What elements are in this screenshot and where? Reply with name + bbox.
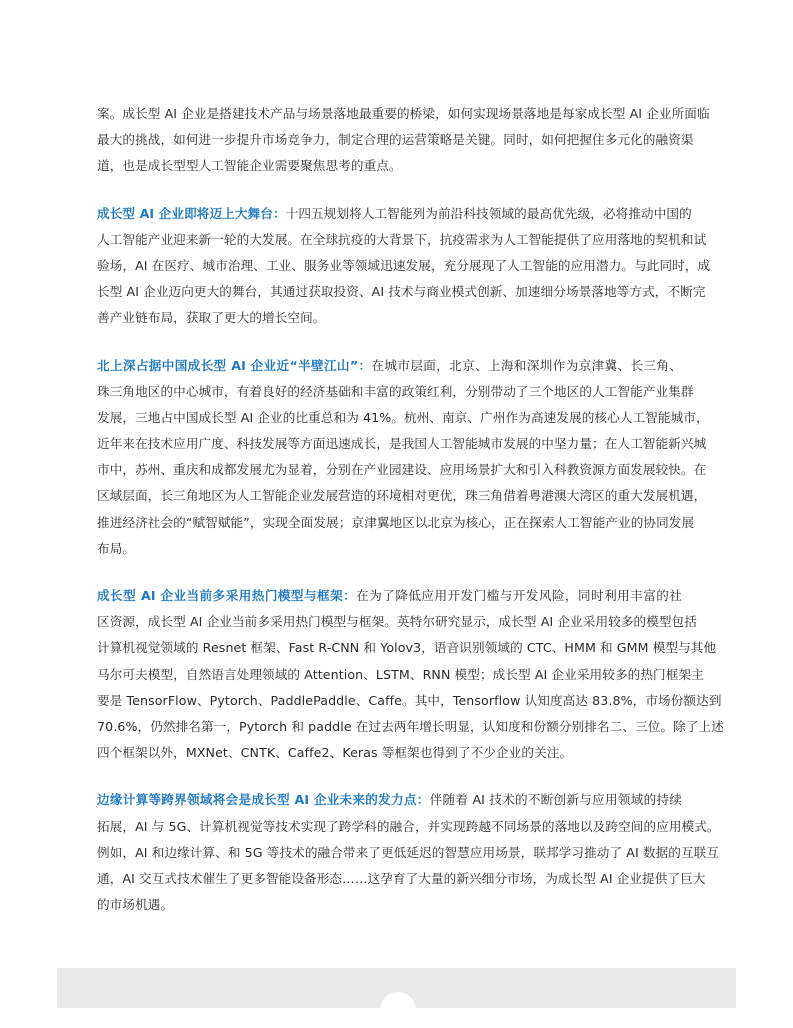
text-line: [97, 379, 694, 405]
body-text: 市中，苏州、重庆和成都发展尤为显着，分别在产业园建设、应用场景扩大和引入科教资源方面发展较快。在: [97, 462, 707, 478]
text-line: [97, 892, 682, 918]
text-line: [97, 583, 682, 609]
text-line: [97, 101, 710, 127]
text-line: [97, 127, 694, 153]
body-text: 善产业链布局，获取了更大的增长空间。: [97, 310, 326, 326]
body-text: 推进经济社会的“赋智赋能”，实现全面发展；京津翼地区以北京为核心，正在探索人工智能产业的协同发展: [97, 514, 695, 530]
text-line: [97, 153, 682, 179]
body-text: 要是 TensorFlow、Pytorch、PaddlePaddle、Caffe。其中，Tensorflow 认知度高达 83.8%，市场份额达到: [97, 692, 722, 708]
text-line: [97, 536, 682, 562]
body-text: 人工智能产业迎来新一轮的大发展。在全球抗疫的大背景下，抗疫需求为人工智能提供了应用落地的契机和试: [97, 231, 707, 247]
paragraph: [97, 201, 711, 332]
body-text: 珠三角地区的中心城市，有着良好的经济基础和丰富的政策红利，分别带动了三个地区的人工智能产业集群: [97, 383, 694, 399]
text-line: [97, 787, 682, 813]
paragraph-heading: 成长型 AI 企业当前多采用热门模型与框架：: [97, 588, 357, 603]
paragraph: [97, 353, 709, 563]
paragraph: [97, 583, 724, 766]
body-text: 通，AI 交互式技术催生了更多智能设备形态……这孕育了大量的新兴细分市场，为成长型 AI 企业提供了巨大: [97, 870, 706, 886]
body-text: 道，也是成长型型人工智能企业需要聚焦思考的重点。: [97, 158, 402, 174]
document-body: [97, 101, 724, 939]
body-text: 拓展，AI 与 5G、计算机视觉等技术实现了跨学科的融合，并实现跨越不同场景的落地以及跨空间的应用模式。: [97, 818, 720, 834]
text-line: [97, 279, 706, 305]
text-line: [97, 305, 682, 331]
body-text: 最大的挑战，如何进一步提升市场竞争力，制定合理的运营策略是关键。同时，如何把握住多元化的融资渠: [97, 132, 694, 148]
text-line: [97, 457, 707, 483]
circle-decoration: [380, 992, 416, 1028]
body-text: 马尔可夫模型，自然语言处理领域的 Attention、LSTM、RNN 模型；成长型 AI 企业采用较多的热门框架主: [97, 666, 704, 682]
body-text: 发展，三地占中国成长型 AI 企业的比重总和为 41%。杭州、南京、广州作为高速发展的核心人工智能城市，: [97, 409, 709, 425]
text-line: [97, 609, 697, 635]
text-line: [97, 483, 707, 509]
text-line: [97, 635, 717, 661]
paragraph-heading: 北上深占据中国成长型 AI 企业近“半壁江山”：: [97, 357, 372, 373]
text-line: [97, 814, 720, 840]
text-line: [97, 353, 682, 379]
body-text: 例如，AI 和边缘计算、和 5G 等技术的融合带来了更低延迟的智慧应用场景，联邦学习推动了 AI 数据的互联互: [97, 844, 720, 860]
text-line: [97, 201, 692, 227]
body-text: 70.6%，仍然排名第一，Pytorch 和 paddle 在过去两年增长明显，认知度和份额分别排名二、三位。除了上述: [97, 718, 724, 734]
body-text: 计算机视觉领域的 Resnet 框架、Fast R-CNN 和 Yolov3，语音识别领域的 CTC、HMM 和 GMM 模型与其他: [97, 640, 717, 656]
body-text: 区域层面，长三角地区为人工智能企业发展营造的环境相对更优，珠三角借着粤港澳大湾区的重大发展机遇，: [97, 488, 707, 504]
paragraph: [97, 101, 710, 180]
body-text: 布局。: [97, 540, 136, 556]
text-line: [97, 431, 707, 457]
paragraph-heading: 边缘计算等跨界领域将会是成长型 AI 企业未来的发力点：: [97, 792, 430, 808]
body-text: 四个框架以外，MXNet、CNTK、Caffe2、Keras 等框架也得到了不少企业的关注。: [97, 745, 573, 761]
text-line: [97, 405, 709, 431]
text-line: [97, 866, 706, 892]
text-line: [97, 510, 695, 536]
body-text: 伴随着 AI 技术的不断创新与应用领域的持续: [429, 792, 682, 808]
body-text: 长型 AI 企业迈向更大的舞台，其通过获取投资、AI 技术与商业模式创新、加速细分场景落地等方式，不断完: [97, 284, 706, 300]
body-text: 十四五规划将人工智能列为前沿科技领域的最高优先级，必将推动中国的: [285, 205, 692, 221]
body-text: 案。成长型 AI 企业是搭建技术产品与场景落地最重要的桥梁，如何实现场景落地是每家成长型 AI 企业所面临: [97, 106, 710, 121]
body-text: 在为了降低应用开发门槛与开发风险，同时利用丰富的社: [356, 588, 683, 603]
text-line: [97, 227, 707, 253]
body-text: 的市场机遇。: [97, 897, 174, 913]
body-text: 近年来在技术应用广度、科技发展等方面迅速成长，是我国人工智能城市发展的中坚力量；在人工智能新兴城: [97, 436, 707, 452]
text-line: [97, 840, 720, 866]
text-line: [97, 714, 724, 740]
paragraph: [97, 787, 720, 918]
text-line: [97, 662, 704, 688]
text-line: [97, 253, 711, 279]
body-text: 在城市层面，北京、上海和深圳作为京津冀、长三角、: [371, 357, 682, 373]
paragraph-heading: 成长型 AI 企业即将迈上大舞台：: [97, 205, 286, 221]
text-line: [97, 740, 682, 766]
body-text: 区资源，成长型 AI 企业当前多采用热门模型与框架。英特尔研究显示，成长型 AI 企业采用较多的模型包括: [97, 614, 697, 630]
body-text: 验场，AI 在医疗、城市治理、工业、服务业等领域迅速发展，充分展现了人工智能的应用潜力。与此同时，成: [97, 257, 711, 273]
text-line: [97, 688, 722, 714]
